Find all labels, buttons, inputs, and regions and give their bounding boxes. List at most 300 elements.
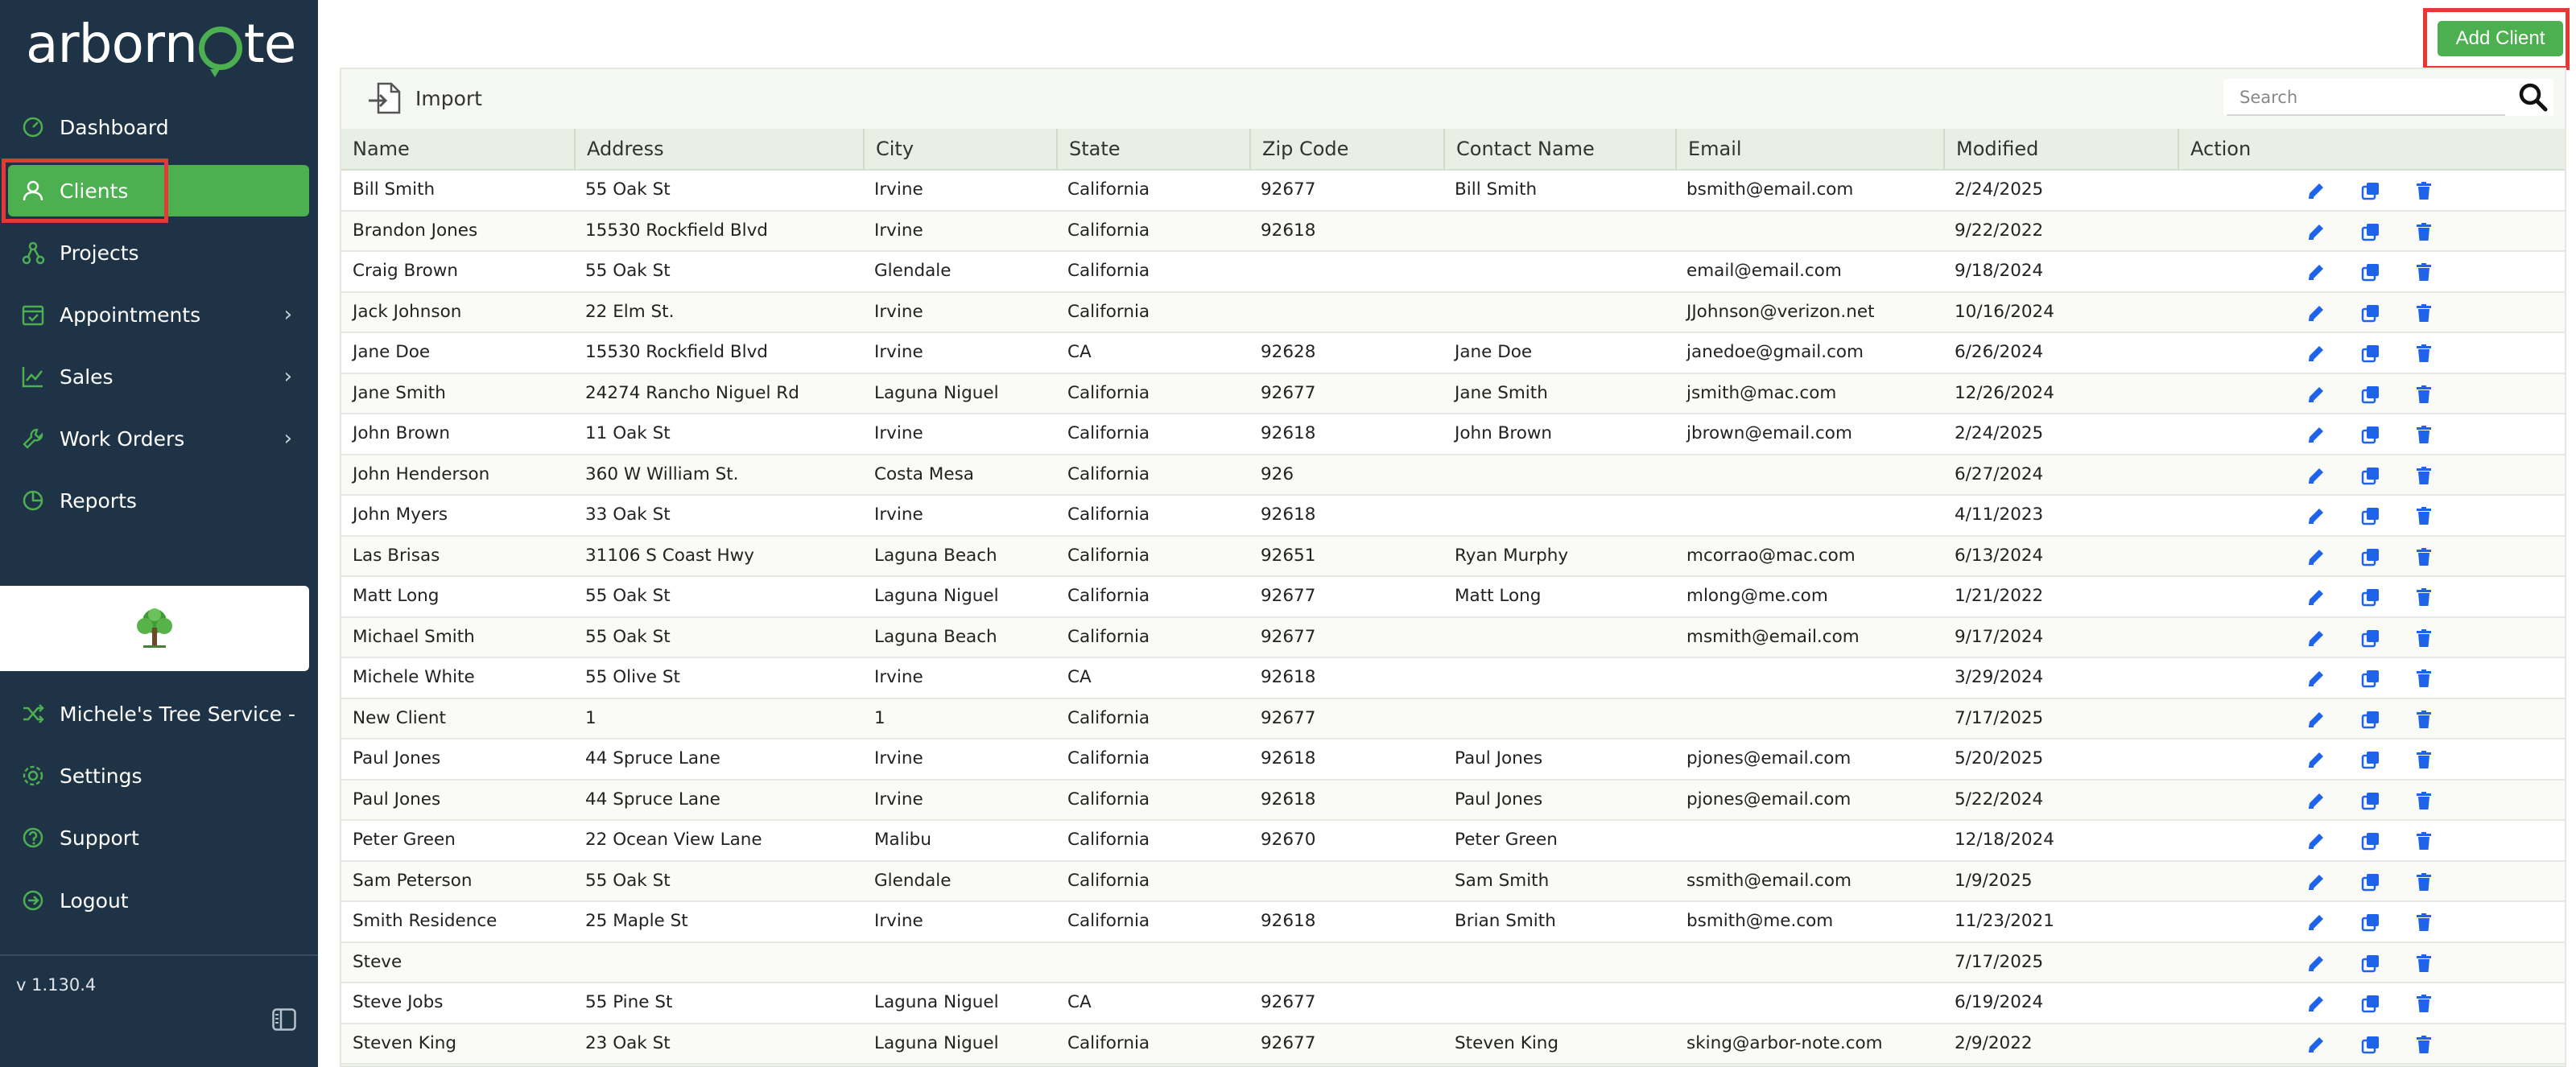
help-icon — [19, 824, 47, 851]
copy-icon[interactable] — [2360, 749, 2381, 770]
cell-address: 15530 Rockfield Blvd — [585, 342, 768, 362]
cell-contact-name: Bill Smith — [1455, 179, 1538, 200]
cell-address: 44 Spruce Lane — [585, 789, 720, 810]
cell-modified: 12/18/2024 — [1955, 830, 2054, 850]
chevron-right-icon: › — [283, 303, 292, 327]
cell-state: CA — [1067, 342, 1092, 362]
table-row[interactable] — [341, 537, 2565, 578]
sidebar-item-label: Reports — [60, 488, 137, 513]
delete-icon[interactable] — [2413, 505, 2434, 526]
cell-modified: 10/16/2024 — [1955, 301, 2054, 322]
cell-zip-code: 92670 — [1261, 830, 1316, 850]
edit-icon[interactable] — [2306, 465, 2326, 486]
projects-icon — [19, 239, 47, 266]
cell-address: 23 Oak St — [585, 1032, 671, 1053]
cell-contact-name — [1443, 293, 1675, 332]
delete-icon[interactable] — [2413, 221, 2434, 242]
sidebar-item-label: Projects — [60, 241, 139, 265]
cell-zip-code: 92628 — [1261, 342, 1316, 362]
table-row[interactable] — [341, 577, 2565, 618]
sidebar-item-support[interactable] — [0, 814, 318, 862]
table-row[interactable] — [341, 862, 2565, 903]
cell-zip-code — [1249, 943, 1443, 982]
cell-city — [863, 943, 1056, 982]
column-header-state[interactable]: State — [1056, 129, 1249, 169]
edit-icon[interactable] — [2306, 505, 2326, 526]
cell-address — [574, 943, 863, 982]
delete-icon[interactable] — [2413, 668, 2434, 689]
cell-name: Peter Green — [353, 830, 456, 850]
cell-city: Irvine — [874, 301, 923, 322]
add-client-button[interactable]: Add Client — [2438, 21, 2563, 56]
copy-icon[interactable] — [2360, 709, 2381, 730]
cell-email — [1675, 658, 1943, 697]
column-header-modified[interactable]: Modified — [1943, 129, 2178, 169]
cell-city: Laguna Niguel — [874, 1032, 999, 1053]
edit-icon[interactable] — [2306, 587, 2326, 608]
logo-text-end: te — [243, 12, 296, 75]
copy-icon[interactable] — [2360, 262, 2381, 282]
copy-icon[interactable] — [2360, 343, 2381, 364]
delete-icon[interactable] — [2413, 871, 2434, 892]
cell-name: Sam Peterson — [353, 870, 473, 891]
search-input[interactable] — [2223, 79, 2505, 116]
cell-address: 55 Oak St — [585, 586, 671, 606]
chevron-right-icon: › — [283, 426, 292, 451]
cell-city: Irvine — [874, 179, 923, 200]
cell-email — [1675, 943, 1943, 982]
column-header-city[interactable]: City — [863, 129, 1056, 169]
cell-city: Laguna Niguel — [874, 992, 999, 1012]
table-row[interactable] — [341, 333, 2565, 374]
table-row[interactable] — [341, 171, 2565, 212]
sidebar-item-label: Logout — [60, 888, 129, 913]
cell-state — [1056, 943, 1249, 982]
cell-name: Paul Jones — [353, 789, 441, 810]
cell-modified: 7/17/2025 — [1955, 951, 2044, 972]
edit-icon[interactable] — [2306, 384, 2326, 405]
cell-zip-code: 92677 — [1261, 626, 1316, 647]
cell-contact-name: Jane Smith — [1455, 382, 1548, 403]
copy-icon[interactable] — [2360, 628, 2381, 649]
delete-icon[interactable] — [2413, 180, 2434, 201]
cell-name: Jane Doe — [353, 342, 431, 362]
sidebar-item-reports[interactable] — [0, 476, 318, 525]
table-row[interactable] — [341, 455, 2565, 496]
cell-address: 11 Oak St — [585, 423, 671, 443]
cell-modified: 2/9/2022 — [1955, 1032, 2033, 1053]
table-row[interactable] — [341, 252, 2565, 293]
cell-state: California — [1067, 748, 1150, 768]
cell-modified: 1/9/2025 — [1955, 870, 2033, 891]
cell-modified: 9/22/2022 — [1955, 220, 2044, 241]
table-row[interactable] — [341, 618, 2565, 659]
cell-modified: 9/17/2024 — [1955, 626, 2044, 647]
cell-zip-code — [1249, 293, 1443, 332]
cell-modified: 1/21/2022 — [1955, 586, 2044, 606]
app-logo[interactable]: arbor n te — [26, 12, 296, 75]
cell-contact-name — [1443, 252, 1675, 290]
cell-email — [1675, 983, 1943, 1022]
edit-icon[interactable] — [2306, 546, 2326, 567]
cell-email: bsmith@email.com — [1686, 179, 1854, 200]
cell-zip-code: 92618 — [1261, 423, 1316, 443]
cell-state: California — [1067, 382, 1150, 403]
delete-icon[interactable] — [2413, 790, 2434, 811]
cell-modified: 6/27/2024 — [1955, 463, 2044, 484]
cell-address: 55 Oak St — [585, 179, 671, 200]
column-header-email[interactable]: Email — [1675, 129, 1943, 169]
copy-icon[interactable] — [2360, 221, 2381, 242]
edit-icon[interactable] — [2306, 749, 2326, 770]
cell-contact-name — [1443, 699, 1675, 738]
edit-icon[interactable] — [2306, 180, 2326, 201]
cell-state: CA — [1067, 992, 1092, 1012]
cell-address: 1 — [585, 707, 597, 728]
sidebar-item-clients[interactable] — [0, 167, 318, 215]
wrench-icon — [19, 425, 47, 452]
cell-city: Irvine — [874, 911, 923, 931]
edit-icon[interactable] — [2306, 912, 2326, 933]
cell-zip-code: 92677 — [1261, 586, 1316, 606]
cell-city: Irvine — [874, 748, 923, 768]
cell-name: Steven King — [353, 1032, 457, 1053]
table-row[interactable] — [341, 821, 2565, 862]
cell-city: Costa Mesa — [874, 463, 974, 484]
delete-icon[interactable] — [2413, 343, 2434, 364]
cell-name: Michael Smith — [353, 626, 475, 647]
column-header-zip-code[interactable]: Zip Code — [1249, 129, 1443, 169]
cell-city: Irvine — [874, 423, 923, 443]
cell-contact-name: Peter Green — [1455, 830, 1558, 850]
cell-modified: 7/17/2025 — [1955, 707, 2044, 728]
table-row[interactable] — [341, 658, 2565, 699]
copy-icon[interactable] — [2360, 953, 2381, 974]
delete-icon[interactable] — [2413, 1034, 2434, 1055]
cell-zip-code: 92618 — [1261, 220, 1316, 241]
cell-state: California — [1067, 830, 1150, 850]
cell-zip-code: 92618 — [1261, 505, 1316, 525]
cell-contact-name: Jane Doe — [1455, 342, 1533, 362]
collapse-sidebar-icon[interactable] — [272, 1008, 296, 1031]
table-row[interactable] — [341, 739, 2565, 781]
cell-city: Laguna Beach — [874, 626, 997, 647]
edit-icon[interactable] — [2306, 262, 2326, 282]
copy-icon[interactable] — [2360, 830, 2381, 851]
cell-contact-name — [1443, 212, 1675, 250]
delete-icon[interactable] — [2413, 749, 2434, 770]
cell-name: John Henderson — [353, 463, 490, 484]
edit-icon[interactable] — [2306, 424, 2326, 445]
table-row[interactable] — [341, 781, 2565, 822]
cell-name: Michele White — [353, 667, 475, 687]
copy-icon[interactable] — [2360, 790, 2381, 811]
cell-state: California — [1067, 505, 1150, 525]
cell-email: pjones@email.com — [1686, 789, 1852, 810]
cell-zip-code: 92618 — [1261, 789, 1316, 810]
cell-address: 24274 Rancho Niguel Rd — [585, 382, 799, 403]
cell-email: jbrown@email.com — [1686, 423, 1852, 443]
column-header-address[interactable]: Address — [574, 129, 863, 169]
cell-name: John Brown — [353, 423, 451, 443]
cell-address: 31106 S Coast Hwy — [585, 545, 754, 566]
cell-contact-name: Ryan Murphy — [1455, 545, 1569, 566]
copy-icon[interactable] — [2360, 505, 2381, 526]
edit-icon[interactable] — [2306, 709, 2326, 730]
cell-zip-code: 92677 — [1261, 707, 1316, 728]
table-row[interactable] — [341, 699, 2565, 740]
table-row[interactable] — [341, 983, 2565, 1024]
copy-icon[interactable] — [2360, 424, 2381, 445]
sidebar-item-appointments[interactable] — [0, 290, 318, 339]
cell-state: California — [1067, 870, 1150, 891]
cell-address: 55 Oak St — [585, 870, 671, 891]
cell-email: janedoe@gmail.com — [1686, 342, 1864, 362]
cell-email — [1675, 699, 1943, 738]
tree-logo-icon — [134, 605, 175, 652]
copy-icon[interactable] — [2360, 668, 2381, 689]
copy-icon[interactable] — [2360, 303, 2381, 323]
delete-icon[interactable] — [2413, 830, 2434, 851]
company-switcher[interactable] — [0, 690, 318, 738]
company-logo-card — [0, 586, 309, 671]
cell-email — [1675, 455, 1943, 494]
column-header-action[interactable]: Action — [2178, 129, 2565, 169]
user-icon — [19, 177, 47, 204]
app-version: v 1.130.4 — [16, 975, 97, 995]
sidebar-item-sales[interactable] — [0, 352, 318, 401]
cell-state: California — [1067, 179, 1150, 200]
cell-email: mcorrao@mac.com — [1686, 545, 1856, 566]
cell-address: 22 Ocean View Lane — [585, 830, 762, 850]
cell-city: Irvine — [874, 505, 923, 525]
cell-modified: 4/11/2023 — [1955, 505, 2044, 525]
cell-modified: 6/13/2024 — [1955, 545, 2044, 566]
edit-icon[interactable] — [2306, 303, 2326, 323]
cell-city: Irvine — [874, 220, 923, 241]
column-header-contact-name[interactable]: Contact Name — [1443, 129, 1675, 169]
sidebar-item-label: Support — [60, 826, 139, 850]
cell-email: ssmith@email.com — [1686, 870, 1852, 891]
table-row[interactable] — [341, 943, 2565, 984]
delete-icon[interactable] — [2413, 546, 2434, 567]
cell-address: 15530 Rockfield Blvd — [585, 220, 768, 241]
cell-name: Las Brisas — [353, 545, 440, 566]
import-button[interactable] — [367, 77, 482, 119]
table-row[interactable] — [341, 1024, 2565, 1065]
sidebar-item-label: Dashboard — [60, 115, 169, 139]
cell-email: sking@arbor-note.com — [1686, 1032, 1883, 1053]
delete-icon[interactable] — [2413, 628, 2434, 649]
cell-zip-code: 92677 — [1261, 1032, 1316, 1053]
sidebar-item-label: Sales — [60, 365, 114, 389]
delete-icon[interactable] — [2413, 709, 2434, 730]
cell-state: California — [1067, 707, 1150, 728]
cell-email: jsmith@mac.com — [1686, 382, 1837, 403]
sidebar-item-projects[interactable] — [0, 229, 318, 277]
table-row[interactable] — [341, 496, 2565, 537]
cell-contact-name: Paul Jones — [1455, 789, 1543, 810]
search-box — [2223, 79, 2553, 116]
table-row[interactable] — [341, 414, 2565, 455]
cell-modified: 2/24/2025 — [1955, 423, 2044, 443]
cell-contact-name: John Brown — [1455, 423, 1553, 443]
cell-city: Malibu — [874, 830, 931, 850]
cell-zip-code: 92677 — [1261, 992, 1316, 1012]
delete-icon[interactable] — [2413, 465, 2434, 486]
cell-state: CA — [1067, 667, 1092, 687]
cell-modified: 6/26/2024 — [1955, 342, 2044, 362]
cell-email: email@email.com — [1686, 261, 1842, 281]
table-row[interactable] — [341, 293, 2565, 334]
table-row[interactable] — [341, 212, 2565, 253]
copy-icon[interactable] — [2360, 1034, 2381, 1055]
logout-icon — [19, 887, 47, 914]
logo-text: arbor — [26, 12, 164, 75]
cell-email — [1675, 496, 1943, 534]
cell-state: California — [1067, 261, 1150, 281]
cell-name: Paul Jones — [353, 748, 441, 768]
cell-name: Bill Smith — [353, 179, 436, 200]
cell-address: 25 Maple St — [585, 911, 688, 931]
sidebar-item-logout[interactable] — [0, 876, 318, 925]
copy-icon[interactable] — [2360, 465, 2381, 486]
cell-email: JJohnson@verizon.net — [1686, 301, 1875, 322]
cell-zip-code: 92677 — [1261, 179, 1316, 200]
sidebar-item-work-orders[interactable] — [0, 414, 318, 463]
copy-icon[interactable] — [2360, 871, 2381, 892]
cell-name: Jack Johnson — [353, 301, 462, 322]
search-icon[interactable] — [2515, 79, 2552, 116]
sidebar-item-label: Work Orders — [60, 426, 185, 451]
sidebar-divider — [0, 954, 318, 956]
copy-icon[interactable] — [2360, 384, 2381, 405]
cell-modified: 11/23/2021 — [1955, 911, 2054, 931]
sidebar-item-dashboard[interactable] — [0, 103, 318, 151]
sidebar-item-settings[interactable] — [0, 752, 318, 800]
cell-modified: 3/29/2024 — [1955, 667, 2044, 687]
cell-state: California — [1067, 789, 1150, 810]
cell-email: mlong@me.com — [1686, 586, 1828, 606]
edit-icon[interactable] — [2306, 343, 2326, 364]
cell-name: Steve Jobs — [353, 992, 444, 1012]
cell-city: Glendale — [874, 261, 952, 281]
edit-icon[interactable] — [2306, 668, 2326, 689]
cell-modified: 12/26/2024 — [1955, 382, 2054, 403]
delete-icon[interactable] — [2413, 303, 2434, 323]
clients-table-body — [341, 171, 2565, 1065]
edit-icon[interactable] — [2306, 221, 2326, 242]
cell-name: Matt Long — [353, 586, 440, 606]
cell-zip-code: 92618 — [1261, 748, 1316, 768]
chevron-right-icon: › — [283, 365, 292, 389]
cell-city: Irvine — [874, 789, 923, 810]
cell-contact-name — [1443, 618, 1675, 657]
cell-address: 33 Oak St — [585, 505, 671, 525]
delete-icon[interactable] — [2413, 587, 2434, 608]
chart-icon — [19, 363, 47, 390]
cell-modified: 2/24/2025 — [1955, 179, 2044, 200]
cell-city: Laguna Niguel — [874, 586, 999, 606]
cell-email — [1675, 821, 1943, 859]
delete-icon[interactable] — [2413, 912, 2434, 933]
cell-address: 360 W William St. — [585, 463, 739, 484]
cell-zip-code: 926 — [1261, 463, 1294, 484]
cell-address: 55 Olive St — [585, 667, 680, 687]
sidebar — [0, 0, 318, 1067]
edit-icon[interactable] — [2306, 871, 2326, 892]
cell-address: 22 Elm St. — [585, 301, 675, 322]
sidebar-item-label: Appointments — [60, 303, 201, 327]
import-label: Import — [415, 86, 482, 110]
cell-contact-name — [1443, 455, 1675, 494]
cell-state: California — [1067, 220, 1150, 241]
cell-email: msmith@email.com — [1686, 626, 1860, 647]
edit-icon[interactable] — [2306, 790, 2326, 811]
cell-modified: 6/19/2024 — [1955, 992, 2044, 1012]
delete-icon[interactable] — [2413, 993, 2434, 1014]
cell-name: Jane Smith — [353, 382, 446, 403]
logo-pin-icon — [199, 27, 242, 70]
cell-address: 55 Oak St — [585, 626, 671, 647]
dashboard-icon — [19, 113, 47, 141]
cell-modified: 9/18/2024 — [1955, 261, 2044, 281]
cell-contact-name — [1443, 496, 1675, 534]
cell-contact-name: Steven King — [1455, 1032, 1559, 1053]
delete-icon[interactable] — [2413, 953, 2434, 974]
cell-zip-code — [1249, 252, 1443, 290]
cell-zip-code: 92618 — [1261, 667, 1316, 687]
cell-city: Laguna Niguel — [874, 382, 999, 403]
delete-icon[interactable] — [2413, 262, 2434, 282]
cell-zip-code: 92651 — [1261, 545, 1316, 566]
cell-modified: 5/22/2024 — [1955, 789, 2044, 810]
cell-address: 55 Oak St — [585, 261, 671, 281]
edit-icon[interactable] — [2306, 628, 2326, 649]
edit-icon[interactable] — [2306, 830, 2326, 851]
cell-city: 1 — [874, 707, 886, 728]
edit-icon[interactable] — [2306, 953, 2326, 974]
cell-contact-name: Matt Long — [1455, 586, 1542, 606]
delete-icon[interactable] — [2413, 424, 2434, 445]
cell-contact-name: Paul Jones — [1455, 748, 1543, 768]
cell-address: 44 Spruce Lane — [585, 748, 720, 768]
cell-name: Craig Brown — [353, 261, 458, 281]
table-row[interactable] — [341, 374, 2565, 415]
cell-state: California — [1067, 301, 1150, 322]
pie-chart-icon — [19, 487, 47, 514]
shuffle-icon — [19, 700, 47, 727]
delete-icon[interactable] — [2413, 384, 2434, 405]
calendar-icon — [19, 301, 47, 328]
cell-zip-code: 92677 — [1261, 382, 1316, 403]
copy-icon[interactable] — [2360, 546, 2381, 567]
cell-name: New Client — [353, 707, 446, 728]
copy-icon[interactable] — [2360, 180, 2381, 201]
copy-icon[interactable] — [2360, 587, 2381, 608]
cell-contact-name — [1443, 983, 1675, 1022]
cell-zip-code: 92618 — [1261, 911, 1316, 931]
cell-email — [1675, 212, 1943, 250]
edit-icon[interactable] — [2306, 1034, 2326, 1055]
cell-state: California — [1067, 545, 1150, 566]
table-row[interactable] — [341, 902, 2565, 943]
cell-contact-name: Brian Smith — [1455, 911, 1556, 931]
edit-icon[interactable] — [2306, 993, 2326, 1014]
copy-icon[interactable] — [2360, 993, 2381, 1014]
column-header-name[interactable]: Name — [353, 138, 410, 160]
copy-icon[interactable] — [2360, 912, 2381, 933]
